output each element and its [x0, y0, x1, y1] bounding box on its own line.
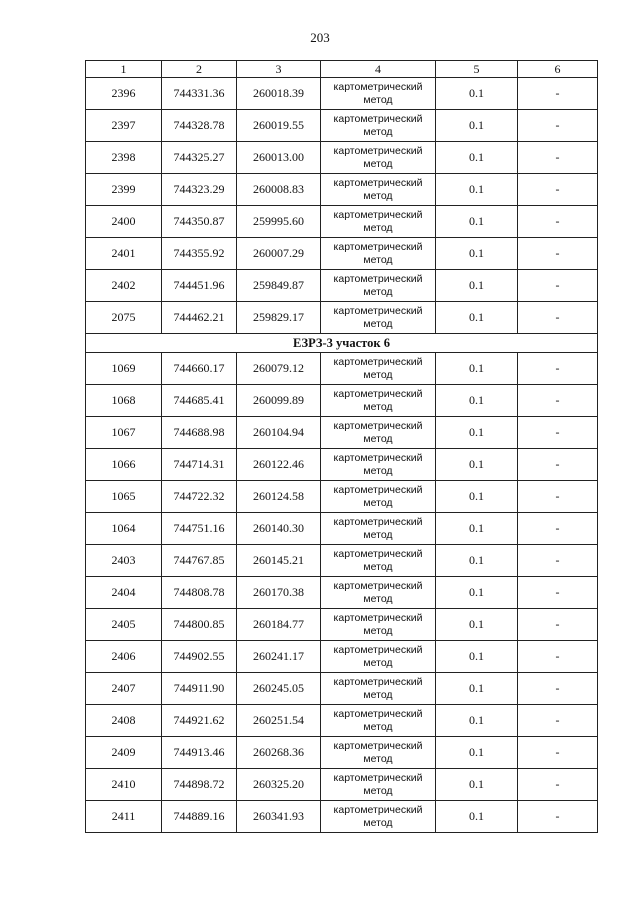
table-row — [86, 302, 598, 334]
x-coordinate-cell: 744355.92 — [162, 238, 237, 270]
point-number-cell: 2408 — [86, 705, 162, 737]
x-coordinate-cell: 744808.78 — [162, 577, 237, 609]
point-number-cell: 2398 — [86, 142, 162, 174]
method-cell — [321, 577, 436, 609]
point-number-cell: 2401 — [86, 238, 162, 270]
method-cell — [321, 673, 436, 705]
table-row — [86, 673, 598, 705]
column-header-4: 4 — [321, 61, 436, 78]
table-row — [86, 238, 598, 270]
accuracy-cell: 0.1 — [436, 302, 518, 334]
method-line-2: метод — [363, 189, 393, 202]
method-line-1: картометрический — [333, 304, 423, 317]
point-number-cell: 2400 — [86, 206, 162, 238]
accuracy-cell: 0.1 — [436, 270, 518, 302]
table-row — [86, 206, 598, 238]
y-coordinate-cell: 260251.54 — [237, 705, 321, 737]
y-coordinate-cell: 260170.38 — [237, 577, 321, 609]
accuracy-cell: 0.1 — [436, 801, 518, 833]
table-row — [86, 609, 598, 641]
method-cell — [321, 270, 436, 302]
description-cell: - — [518, 801, 598, 833]
y-coordinate-cell: 260019.55 — [237, 110, 321, 142]
x-coordinate-cell: 744714.31 — [162, 449, 237, 481]
y-coordinate-cell: 260341.93 — [237, 801, 321, 833]
method-line-1: картометрический — [333, 643, 423, 656]
method-line-2: метод — [363, 221, 393, 234]
table-row — [86, 417, 598, 449]
method-cell — [321, 238, 436, 270]
description-cell: - — [518, 353, 598, 385]
method-cell — [321, 545, 436, 577]
method-line-1: картометрический — [333, 176, 423, 189]
table-row — [86, 385, 598, 417]
method-line-2: метод — [363, 464, 393, 477]
y-coordinate-cell: 260122.46 — [237, 449, 321, 481]
y-coordinate-cell: 260325.20 — [237, 769, 321, 801]
y-coordinate-cell: 259849.87 — [237, 270, 321, 302]
point-number-cell: 2409 — [86, 737, 162, 769]
x-coordinate-cell: 744889.16 — [162, 801, 237, 833]
table-row — [86, 481, 598, 513]
method-cell — [321, 110, 436, 142]
section-title: ЕЗРЗ-3 участок 6 — [86, 334, 598, 353]
accuracy-cell: 0.1 — [436, 481, 518, 513]
section-row — [86, 334, 598, 353]
point-number-cell: 2405 — [86, 609, 162, 641]
y-coordinate-cell: 260140.30 — [237, 513, 321, 545]
point-number-cell: 2404 — [86, 577, 162, 609]
point-number-cell: 2403 — [86, 545, 162, 577]
table-row — [86, 737, 598, 769]
point-number-cell: 1064 — [86, 513, 162, 545]
header-row — [86, 61, 598, 78]
accuracy-cell: 0.1 — [436, 769, 518, 801]
accuracy-cell: 0.1 — [436, 110, 518, 142]
method-line-2: метод — [363, 253, 393, 266]
method-line-2: метод — [363, 285, 393, 298]
x-coordinate-cell: 744323.29 — [162, 174, 237, 206]
accuracy-cell: 0.1 — [436, 385, 518, 417]
accuracy-cell: 0.1 — [436, 417, 518, 449]
description-cell: - — [518, 609, 598, 641]
point-number-cell: 2407 — [86, 673, 162, 705]
x-coordinate-cell: 744898.72 — [162, 769, 237, 801]
method-line-2: метод — [363, 816, 393, 829]
method-line-2: метод — [363, 784, 393, 797]
table-row — [86, 110, 598, 142]
y-coordinate-cell: 260124.58 — [237, 481, 321, 513]
method-cell — [321, 769, 436, 801]
x-coordinate-cell: 744331.36 — [162, 78, 237, 110]
accuracy-cell: 0.1 — [436, 673, 518, 705]
x-coordinate-cell: 744462.21 — [162, 302, 237, 334]
table-row — [86, 142, 598, 174]
table-row — [86, 513, 598, 545]
table-row — [86, 545, 598, 577]
accuracy-cell: 0.1 — [436, 641, 518, 673]
x-coordinate-cell: 744751.16 — [162, 513, 237, 545]
point-number-cell: 2075 — [86, 302, 162, 334]
method-line-2: метод — [363, 368, 393, 381]
point-number-cell: 1067 — [86, 417, 162, 449]
description-cell: - — [518, 513, 598, 545]
method-cell — [321, 513, 436, 545]
description-cell: - — [518, 577, 598, 609]
rows-before-section — [86, 78, 598, 334]
method-line-1: картометрический — [333, 240, 423, 253]
method-line-2: метод — [363, 624, 393, 637]
method-line-2: метод — [363, 720, 393, 733]
x-coordinate-cell: 744767.85 — [162, 545, 237, 577]
x-coordinate-cell: 744688.98 — [162, 417, 237, 449]
description-cell: - — [518, 302, 598, 334]
method-line-1: картометрический — [333, 515, 423, 528]
method-line-1: картометрический — [333, 675, 423, 688]
y-coordinate-cell: 260245.05 — [237, 673, 321, 705]
y-coordinate-cell: 259829.17 — [237, 302, 321, 334]
point-number-cell: 2406 — [86, 641, 162, 673]
point-number-cell: 2402 — [86, 270, 162, 302]
point-number-cell: 1065 — [86, 481, 162, 513]
method-line-2: метод — [363, 496, 393, 509]
description-cell: - — [518, 545, 598, 577]
method-line-1: картометрический — [333, 355, 423, 368]
coordinates-table — [85, 60, 598, 833]
table-row — [86, 577, 598, 609]
description-cell: - — [518, 110, 598, 142]
accuracy-cell: 0.1 — [436, 353, 518, 385]
table-row — [86, 353, 598, 385]
accuracy-cell: 0.1 — [436, 513, 518, 545]
method-cell — [321, 609, 436, 641]
x-coordinate-cell: 744800.85 — [162, 609, 237, 641]
method-line-1: картометрический — [333, 803, 423, 816]
accuracy-cell: 0.1 — [436, 705, 518, 737]
method-line-2: метод — [363, 656, 393, 669]
table-row — [86, 174, 598, 206]
column-header-2: 2 — [162, 61, 237, 78]
description-cell: - — [518, 174, 598, 206]
accuracy-cell: 0.1 — [436, 449, 518, 481]
description-cell: - — [518, 270, 598, 302]
accuracy-cell: 0.1 — [436, 174, 518, 206]
method-cell — [321, 737, 436, 769]
method-line-1: картометрический — [333, 80, 423, 93]
method-cell — [321, 417, 436, 449]
point-number-cell: 1069 — [86, 353, 162, 385]
table-row — [86, 769, 598, 801]
x-coordinate-cell: 744921.62 — [162, 705, 237, 737]
y-coordinate-cell: 260268.36 — [237, 737, 321, 769]
method-cell — [321, 641, 436, 673]
description-cell: - — [518, 206, 598, 238]
point-number-cell: 1068 — [86, 385, 162, 417]
method-line-1: картометрический — [333, 112, 423, 125]
description-cell: - — [518, 481, 598, 513]
y-coordinate-cell: 260104.94 — [237, 417, 321, 449]
y-coordinate-cell: 260018.39 — [237, 78, 321, 110]
method-line-1: картометрический — [333, 707, 423, 720]
method-line-1: картометрический — [333, 579, 423, 592]
x-coordinate-cell: 744350.87 — [162, 206, 237, 238]
method-cell — [321, 142, 436, 174]
method-line-2: метод — [363, 125, 393, 138]
method-line-2: метод — [363, 317, 393, 330]
x-coordinate-cell: 744722.32 — [162, 481, 237, 513]
method-line-2: метод — [363, 400, 393, 413]
table-row — [86, 270, 598, 302]
method-line-2: метод — [363, 752, 393, 765]
description-cell: - — [518, 705, 598, 737]
method-cell — [321, 78, 436, 110]
accuracy-cell: 0.1 — [436, 609, 518, 641]
method-line-1: картометрический — [333, 547, 423, 560]
method-line-2: метод — [363, 432, 393, 445]
point-number-cell: 2411 — [86, 801, 162, 833]
y-coordinate-cell: 260241.17 — [237, 641, 321, 673]
y-coordinate-cell: 260145.21 — [237, 545, 321, 577]
description-cell: - — [518, 769, 598, 801]
method-line-1: картометрический — [333, 419, 423, 432]
point-number-cell: 2399 — [86, 174, 162, 206]
description-cell: - — [518, 641, 598, 673]
y-coordinate-cell: 260007.29 — [237, 238, 321, 270]
table-row — [86, 801, 598, 833]
method-line-2: метод — [363, 93, 393, 106]
method-cell — [321, 174, 436, 206]
x-coordinate-cell: 744902.55 — [162, 641, 237, 673]
column-header-3: 3 — [237, 61, 321, 78]
x-coordinate-cell: 744451.96 — [162, 270, 237, 302]
x-coordinate-cell: 744325.27 — [162, 142, 237, 174]
accuracy-cell: 0.1 — [436, 142, 518, 174]
rows-after-section — [86, 353, 598, 833]
method-line-1: картометрический — [333, 611, 423, 624]
method-cell — [321, 385, 436, 417]
description-cell: - — [518, 238, 598, 270]
description-cell: - — [518, 142, 598, 174]
description-cell: - — [518, 78, 598, 110]
method-line-2: метод — [363, 592, 393, 605]
description-cell: - — [518, 385, 598, 417]
description-cell: - — [518, 417, 598, 449]
method-line-2: метод — [363, 560, 393, 573]
y-coordinate-cell: 260184.77 — [237, 609, 321, 641]
method-cell — [321, 801, 436, 833]
accuracy-cell: 0.1 — [436, 545, 518, 577]
method-line-1: картометрический — [333, 451, 423, 464]
column-header-6: 6 — [518, 61, 598, 78]
y-coordinate-cell: 259995.60 — [237, 206, 321, 238]
y-coordinate-cell: 260008.83 — [237, 174, 321, 206]
accuracy-cell: 0.1 — [436, 206, 518, 238]
accuracy-cell: 0.1 — [436, 78, 518, 110]
method-line-1: картометрический — [333, 387, 423, 400]
x-coordinate-cell: 744328.78 — [162, 110, 237, 142]
method-cell — [321, 353, 436, 385]
method-line-1: картометрический — [333, 208, 423, 221]
accuracy-cell: 0.1 — [436, 737, 518, 769]
x-coordinate-cell: 744911.90 — [162, 673, 237, 705]
method-cell — [321, 449, 436, 481]
accuracy-cell: 0.1 — [436, 238, 518, 270]
method-cell — [321, 705, 436, 737]
description-cell: - — [518, 673, 598, 705]
method-line-1: картометрический — [333, 144, 423, 157]
y-coordinate-cell: 260079.12 — [237, 353, 321, 385]
table-row — [86, 705, 598, 737]
method-line-1: картометрический — [333, 739, 423, 752]
y-coordinate-cell: 260099.89 — [237, 385, 321, 417]
column-header-5: 5 — [436, 61, 518, 78]
point-number-cell: 1066 — [86, 449, 162, 481]
y-coordinate-cell: 260013.00 — [237, 142, 321, 174]
method-line-2: метод — [363, 528, 393, 541]
x-coordinate-cell: 744913.46 — [162, 737, 237, 769]
description-cell: - — [518, 449, 598, 481]
method-cell — [321, 481, 436, 513]
x-coordinate-cell: 744660.17 — [162, 353, 237, 385]
table-row — [86, 449, 598, 481]
method-line-1: картометрический — [333, 483, 423, 496]
method-line-1: картометрический — [333, 272, 423, 285]
table-row — [86, 641, 598, 673]
description-cell: - — [518, 737, 598, 769]
method-line-2: метод — [363, 688, 393, 701]
point-number-cell: 2410 — [86, 769, 162, 801]
point-number-cell: 2396 — [86, 78, 162, 110]
method-cell — [321, 302, 436, 334]
point-number-cell: 2397 — [86, 110, 162, 142]
table-row — [86, 78, 598, 110]
x-coordinate-cell: 744685.41 — [162, 385, 237, 417]
column-header-1: 1 — [86, 61, 162, 78]
method-cell — [321, 206, 436, 238]
method-line-1: картометрический — [333, 771, 423, 784]
accuracy-cell: 0.1 — [436, 577, 518, 609]
method-line-2: метод — [363, 157, 393, 170]
page-number: 203 — [310, 30, 330, 45]
